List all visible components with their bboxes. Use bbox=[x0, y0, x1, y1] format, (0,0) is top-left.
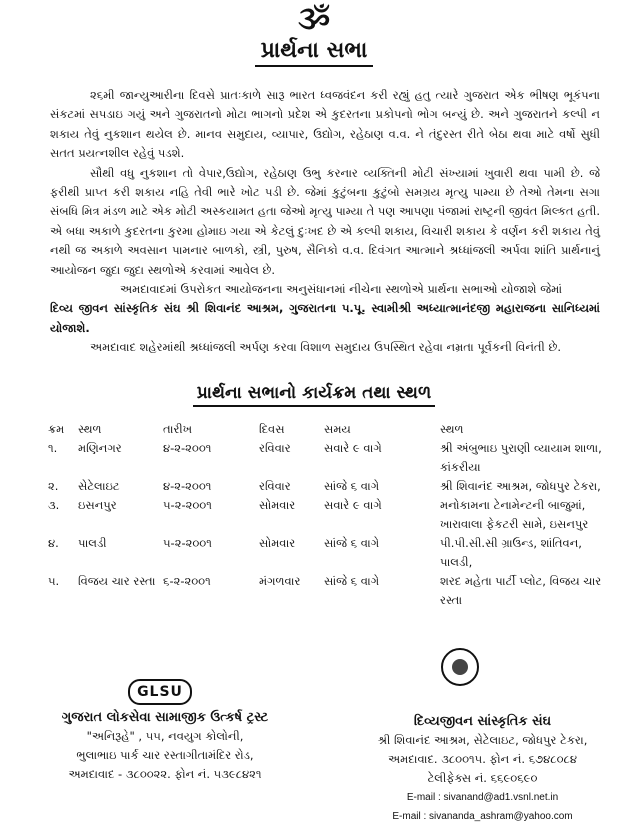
col-header: તારીખ bbox=[163, 422, 193, 436]
address-line: ભુલાભાઇ પાર્ક ચાર રસ્તાગીતામંદિર રોડ, bbox=[76, 748, 254, 762]
table-cell: શ્રી અંબુભાઇ પુરાણી વ્યાયામ શાળા, કાંકરીયા bbox=[440, 441, 602, 474]
footer-right-org bbox=[340, 712, 625, 826]
table-cell: વિજય ચાર રસ્તા bbox=[78, 574, 156, 588]
paragraph: ૨૬મી જાન્યુઆરીના દિવસે પ્રાતઃકાળે સારૂ ભારત ધ્વજવંદન કરી રહ્યું હતુ ત્યારે ગુજરાત એક ભીષણ ભૂકંપના સંકટમાં સપડાઇ ગયું અને ગુજરાતનો મોટા ભાગનો પ્રદેશ એ કુદરતના પ્રકોપનો ભોગ બન્યું છે. અને ગુજરાતને કલ્પી ન શકાય તેવું નુકશાન થયેલ છે. માનવ સમુદાય, વ્યાપાર, ઉદ્યોગ, રહેઠાણ વ.વ. ને તંદુરસ્ત રીતે બેઠા થવા માટે વર્ષો સુધી સતત પ્રયત્નશીલ રહેવું પડશે. bbox=[50, 88, 600, 161]
table-cell: સોમવાર bbox=[259, 498, 296, 512]
om-symbol: ૐ bbox=[297, 2, 331, 37]
table-cell: સવારે ૯ વાગે bbox=[324, 498, 382, 512]
table-cell: શરદ મહેતા પાર્ટી પ્લોટ, વિજય ચાર રસ્તા bbox=[440, 574, 602, 607]
table-cell: મણિનગર bbox=[78, 441, 122, 455]
address-line: અમદાવાદ. ૩૮૦૦૧૫. ફોન નં. ૬૭૪૮૦૮૪ bbox=[387, 752, 577, 766]
schedule-table bbox=[48, 420, 610, 610]
table-header bbox=[48, 420, 610, 439]
address-line: શ્રી શિવાનંદ આશ્રમ, સેટેલાઇટ, જોધપુર ટેકરા, bbox=[377, 733, 588, 747]
table-cell: સેટેલાઇટ bbox=[78, 479, 120, 493]
address-line: ટેલીફેક્સ નં. ૬૬૯૦૬૯૦ bbox=[427, 771, 538, 785]
table-cell: ૧. bbox=[48, 441, 58, 455]
table-cell: ૬-૨-૨૦૦૧ bbox=[163, 574, 211, 588]
table-cell: ૫-૨-૨૦૦૧ bbox=[163, 498, 212, 512]
table-cell: સાંજે ૬ વાગે bbox=[324, 479, 380, 493]
table-cell: સવારે ૯ વાગે bbox=[324, 441, 382, 455]
col-header: ક્રમ bbox=[48, 422, 65, 436]
table-row bbox=[48, 496, 610, 534]
paragraph: અમદાવાદમાં ઉપરોકત આયોજનના અનુસંધાનમાં નીચેના સ્થળોએ પ્રાર્થના સભાઓ યોજાશે જેમાં bbox=[120, 282, 563, 297]
table-cell: મનોકામના ટેનામેન્ટની બાજુમાં, ખારાવાલા ફેકટરી સામે, ઇસનપુર bbox=[440, 498, 589, 531]
email-1: E-mail : sivanand@ad1.vsnl.net.in bbox=[406, 792, 559, 803]
body-text bbox=[50, 86, 600, 358]
table-row bbox=[48, 477, 610, 496]
org-name: દિવ્યજીવન સાંસ્કૃતિક સંઘ bbox=[413, 714, 552, 729]
col-header: સ્થળ bbox=[440, 422, 464, 436]
table-row bbox=[48, 572, 610, 610]
table-cell: ઇસનપુર bbox=[78, 498, 117, 512]
table-cell: સાંજે ૬ વાગે bbox=[324, 574, 380, 588]
glsu-logo: GLSU bbox=[128, 679, 192, 705]
table-cell: ૪. bbox=[48, 536, 59, 550]
paragraph: અમદાવાદ શહેરમાંથી શ્રધ્ધાંજલી અર્પણ કરવા વિશાળ સમુદાય ઉપસ્થિત રહેવા નમ્રતા પૂર્વકની વિનંતી છે. bbox=[90, 340, 562, 355]
table-cell: પાલડી bbox=[78, 536, 107, 550]
sangh-seal-icon bbox=[441, 648, 479, 686]
paragraph-bold: દિવ્ય જીવન સાંસ્કૃતિક સંઘ શ્રી શિવાનંદ આશ્રમ, ગુજરાતના પ.પૂ. સ્વામીશ્રી અધ્યાત્માનંદજી મહારાજના સાનિધ્યમાં યોજાશે. bbox=[50, 301, 600, 335]
table-cell: રવિવાર bbox=[259, 479, 291, 493]
table-cell: ૫-૨-૨૦૦૧ bbox=[163, 536, 212, 550]
table-cell: સાંજે ૬ વાગે bbox=[324, 536, 380, 550]
table-cell: ૫. bbox=[48, 574, 60, 588]
table-cell: ૪-૨-૨૦૦૧ bbox=[163, 441, 212, 455]
schedule-title: પ્રાર્થના સભાનો કાર્યક્રમ તથા સ્થળ bbox=[0, 383, 628, 403]
table-cell: ૨. bbox=[48, 479, 59, 493]
table-cell: સોમવાર bbox=[259, 536, 296, 550]
footer-left-org bbox=[20, 708, 310, 784]
table-row bbox=[48, 439, 610, 477]
address-line: "અનિરૂહે" , ૫૫, નવયુગ કોલોની, bbox=[86, 729, 244, 743]
org-name: ગુજરાત લોકસેવા સામાજીક ઉત્કર્ષ ટ્રસ્ટ bbox=[61, 710, 269, 725]
table-cell: પી.પી.સી.સી ગ્રાઉન્ડ, શાંતિવન, પાલડી, bbox=[440, 536, 582, 569]
table-cell: ૩. bbox=[48, 498, 60, 512]
email-2: E-mail : sivananda_ashram@yahoo.com bbox=[392, 811, 573, 822]
col-header: દિવસ bbox=[259, 422, 285, 436]
col-header: સમય bbox=[324, 422, 351, 436]
table-cell: શ્રી શિવાનંદ આશ્રમ, જોધપુર ટેકરા, bbox=[440, 479, 601, 493]
paragraph: સૌથી વધુ નુકશાન તો વેપાર,ઉદ્યોગ, રહેઠાણ ઉભુ કરનાર વ્યક્તિની મોટી સંખ્યામાં ખુવારી થવા પામી છે. જે ફરીથી પ્રાપ્ત કરી શકાય નહિ તેવી ભારે ખોટ પડી છે. જેમાં કુટુંબના કુટુંબો સમગ્રય મૃત્યુ પામ્યા છે તેઓ તેમના સગા સંબધિ મિત્ર મંડળ માટે એક મોટી અસ્કયામત હતા જેઓ મૃત્યુ પામ્યા તે પણ આપણા પંજામાં રાષ્ટ્રની જીવંત મિલ્કત હતી. એ બધા અકાળે કુદરતના કુરમા હોમાઇ ગયા એ કેટલું દુઃખદ છે એ કલ્પી શકાય, વિચારી શકાય કે વર્ણન કરી શકાય તેવું નથી જ અકાળે અવસાન પામનાર બાળકો, સ્ત્રી, પુરુષ, સૈનિકો વ.વ. દિવંગત આત્માને શ્રધ્ધાંજલી અર્પવા શાંતિ પ્રાર્થનાનું આયોજન જુદા જુદા સ્થળોએ કરવામાં આવેલ છે. bbox=[50, 165, 600, 277]
table-row bbox=[48, 534, 610, 572]
col-header: સ્થળ bbox=[78, 422, 102, 436]
table-cell: ૪-૨-૨૦૦૧ bbox=[163, 479, 212, 493]
table-cell: મંગળવાર bbox=[259, 574, 301, 588]
page-title: પ્રાર્થના સભા bbox=[0, 38, 628, 63]
address-line: અમદાવાદ - ૩૮૦૦૨૨. ફોન નં. ૫૩૯૮૪૨૧ bbox=[68, 767, 262, 781]
table-cell: રવિવાર bbox=[259, 441, 291, 455]
